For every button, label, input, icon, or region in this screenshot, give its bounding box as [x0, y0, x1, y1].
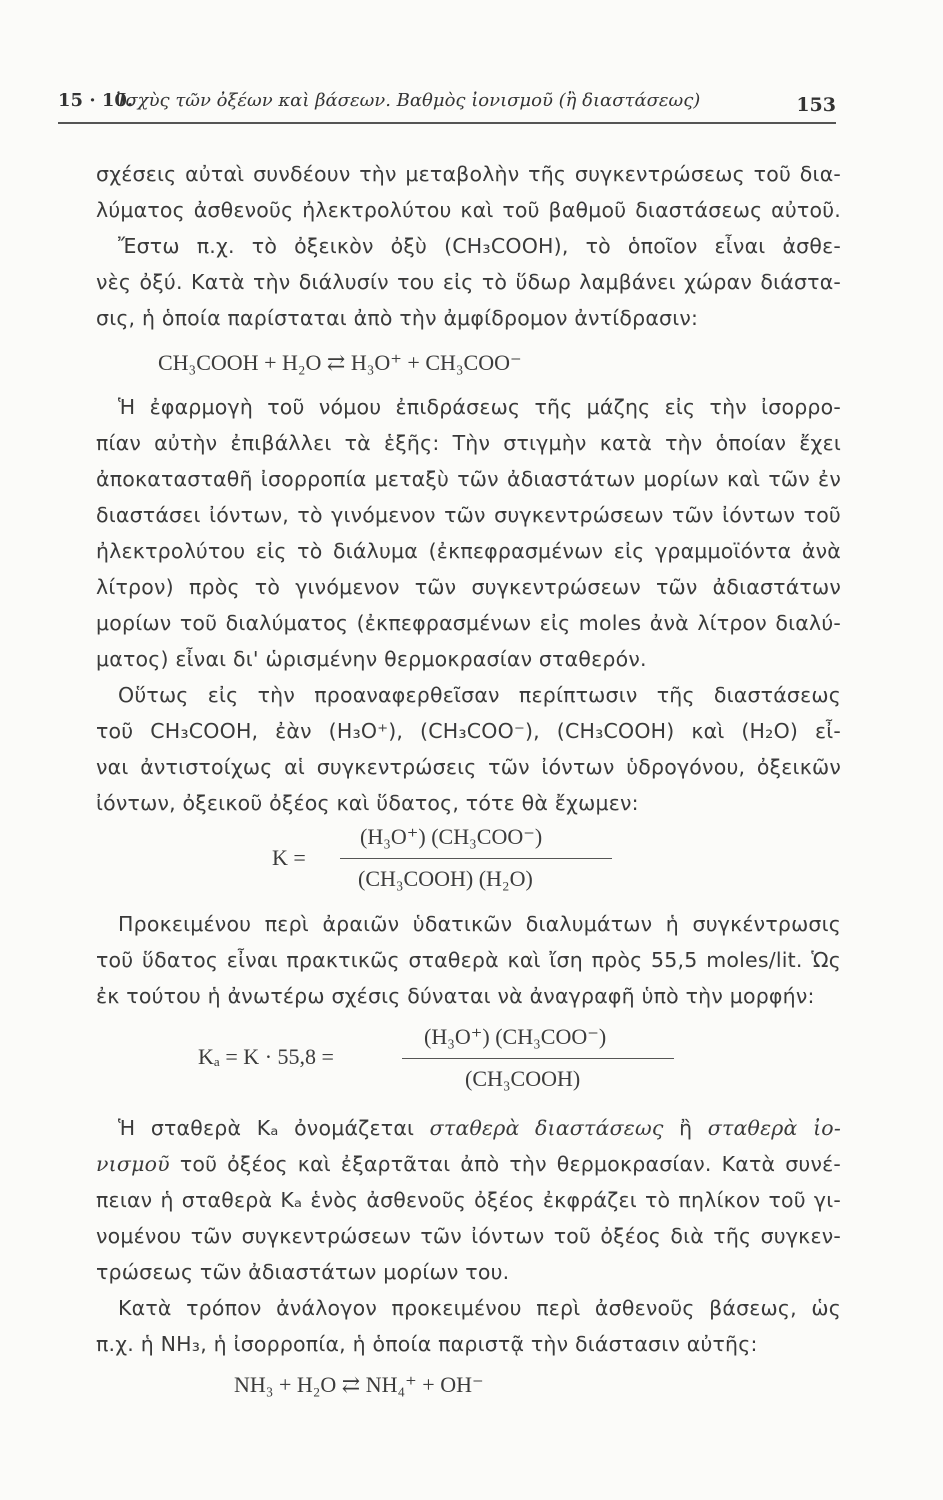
text-line: Οὕτως εἰς τὴν προαναφερθεῖσαν περίπτωσιν τῆς διαστάσεως	[118, 683, 841, 707]
text-line: πίαν αὐτὴν ἐπιβάλλει τὰ ἑξῆς: Τὴν στιγμὴν κατὰ τὴν ὁποίαν ἔχει	[96, 431, 841, 455]
text-line: τοῦ CH₃COOH, ἐὰν (H₃O⁺), (CH₃COO⁻), (CH₃COOH) καὶ (H₂O) εἶ-	[96, 719, 841, 743]
fraction-numerator: (H₃O⁺) (CH₃COO⁻)	[360, 824, 543, 849]
text-run: τοῦ ὀξέος καὶ ἐξαρτᾶται ἀπὸ τὴν θερμοκρασίαν. Κατὰ συνέ-	[169, 1152, 841, 1176]
text-line: λύματος ἀσθενοῦς ἠλεκτρολύτου καὶ τοῦ βαθμοῦ διαστάσεως αὐτοῦ.	[96, 198, 841, 222]
equation-lhs: K =	[272, 845, 306, 870]
fraction-numerator: (H₃O⁺) (CH₃COO⁻)	[424, 1024, 607, 1049]
header-title: Ἰσχὺς τῶν ὀξέων καὶ βάσεων. Βαθμὸς ἰονισμοῦ (ἢ διαστάσεως)	[116, 90, 701, 111]
equation-ammonia-dissociation: NH₃ + H₂O ⇄ NH₄⁺ + OH⁻	[234, 1372, 484, 1397]
equation-acetic-dissociation: CH₃COOH + H₂O ⇄ H₃O⁺ + CH₃COO⁻	[158, 350, 522, 375]
fraction-bar	[340, 858, 612, 859]
text-line: λίτρον) πρὸς τὸ γινόμενον τῶν συγκεντρώσεων τῶν ἀδιαστάτων	[96, 575, 841, 599]
text-line: νὲς ὀξύ. Κατὰ τὴν διάλυσίν του εἰς τὸ ὕδωρ λαμβάνει χώραν διάστα-	[96, 270, 841, 294]
text-line: ἀποκατασταθῆ ἰσορροπία μεταξὺ τῶν ἀδιαστάτων μορίων καὶ τῶν ἐν	[96, 467, 841, 491]
text-line: μορίων τοῦ διαλύματος (ἐκπεφρασμένων εἰς moles ἀνὰ λίτρον διαλύ-	[96, 611, 841, 635]
page-number: 153	[796, 94, 836, 116]
text-line: Ἡ ἐφαρμογὴ τοῦ νόμου ἐπιδράσεως τῆς μάζης εἰς τὴν ἰσορρο-	[118, 395, 841, 419]
text-line: πειαν ἡ σταθερὰ Kₐ ἑνὸς ἀσθενοῦς ὀξέος ἐκφράζει τὸ πηλίκον τοῦ γι-	[96, 1188, 841, 1212]
running-header	[58, 84, 836, 124]
text-line: Προκειμένου περὶ ἀραιῶν ὑδατικῶν διαλυμάτων ἡ συγκέντρωσις	[118, 912, 841, 936]
text-line: Ἔστω π.χ. τὸ ὀξεικὸν ὀξὺ (CH₃COOH), τὸ ὁποῖον εἶναι ἀσθε-	[118, 234, 841, 258]
fraction-bar	[402, 1058, 674, 1059]
text-line: ἰόντων, ὀξεικοῦ ὀξέος καὶ ὕδατος, τότε θὰ ἔχωμεν:	[96, 791, 639, 815]
text-line: ματος) εἶναι δι' ὡρισμένην θερμοκρασίαν σταθερόν.	[96, 647, 647, 671]
italic-term: σταθερὰ διαστάσεως	[429, 1116, 664, 1140]
text-line: νομένου τῶν συγκεντρώσεων τῶν ἰόντων τοῦ ὀξέος διὰ τῆς συγκεν-	[96, 1224, 841, 1248]
text-line: τοῦ ὕδατος εἶναι πρακτικῶς σταθερὰ καὶ ἴση πρὸς 55,5 moles/lit. Ὡς	[96, 948, 841, 972]
text-line: ἐκ τούτου ἡ ἀνωτέρω σχέσις δύναται νὰ ἀναγραφῆ ὑπὸ τὴν μορφήν:	[96, 984, 815, 1008]
text-line: σχέσεις αὐταὶ συνδέουν τὴν μεταβολὴν τῆς συγκεντρώσεως τοῦ δια-	[96, 162, 841, 186]
text-line	[118, 1116, 841, 1140]
fraction-denominator: (CH₃COOH) (H₂O)	[358, 866, 533, 891]
text-line: ἠλεκτρολύτου εἰς τὸ διάλυμα (ἐκπεφρασμένων εἰς γραμμοϊόντα ἀνὰ	[96, 539, 841, 563]
equation-lhs: Kₐ = K · 55,8 =	[198, 1044, 334, 1069]
text-line: τρώσεως τῶν ἀδιαστάτων μορίων του.	[96, 1260, 510, 1284]
text-line: ναι ἀντιστοίχως αἱ συγκεντρώσεις τῶν ἰόντων ὑδρογόνου, ὀξεικῶν	[96, 755, 841, 779]
text-run: ἢ	[663, 1116, 708, 1140]
italic-term: σταθερὰ ἰο-	[707, 1116, 841, 1140]
text-line: π.χ. ἡ NH₃, ἡ ἰσορροπία, ἡ ὁποία παριστᾷ τὴν διάστασιν αὐτῆς:	[96, 1332, 758, 1356]
italic-term: νισμοῦ	[96, 1152, 170, 1176]
fraction-denominator: (CH₃COOH)	[465, 1066, 581, 1091]
text-line: σις, ἡ ὁποία παρίσταται ἀπὸ τὴν ἀμφίδρομον ἀντίδρασιν:	[96, 306, 699, 330]
text-line	[96, 1152, 841, 1176]
text-run: Ἡ σταθερὰ Kₐ ὀνομάζεται	[118, 1116, 430, 1140]
section-number: 15 · 10.	[58, 90, 134, 111]
text-line: διαστάσει ἰόντων, τὸ γινόμενον τῶν συγκεντρώσεων τῶν ἰόντων τοῦ	[96, 503, 841, 527]
text-line: Κατὰ τρόπον ἀνάλογον προκειμένου περὶ ἀσθενοῦς βάσεως, ὡς	[118, 1296, 841, 1320]
